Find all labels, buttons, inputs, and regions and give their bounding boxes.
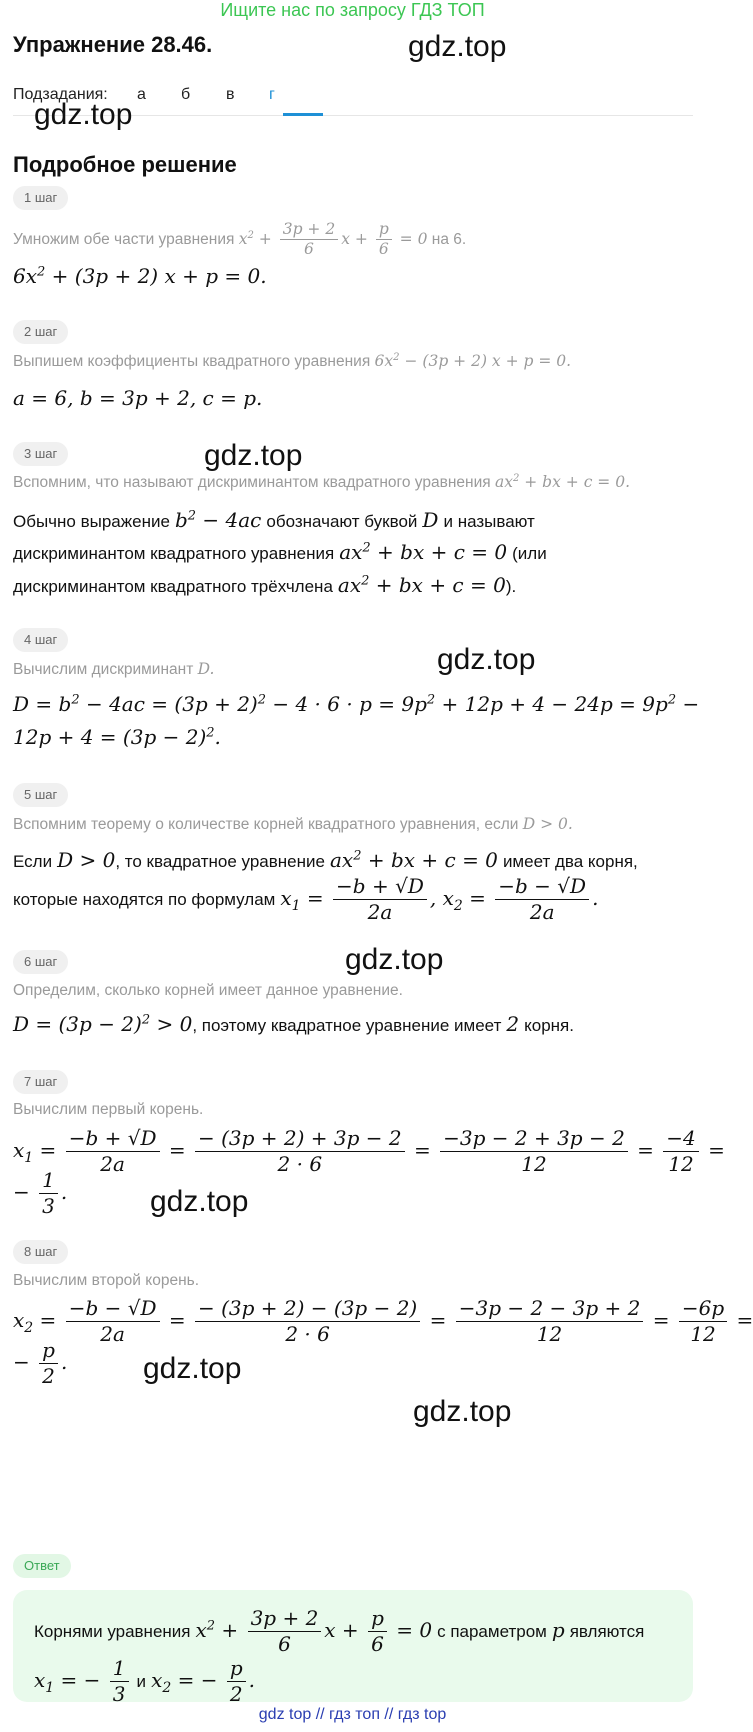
equation: a = 6, b = 3p + 2, c = p. (13, 386, 263, 410)
step-hint: Вспомним теорему о количестве корней квадратного уравнения, если D > 0. (13, 815, 573, 833)
watermark: gdz.top (437, 643, 536, 676)
step-badge: 1 шаг (13, 186, 68, 210)
equation: $D = b^2 - 4ac = (3p + 2)^2 - 4 \cdot 6 \cdot p = 9p^2 + 12p + 4 - 24p = 9p^2$ − (13, 692, 700, 716)
answer-line: $x_1$ = − $\frac{1}{3}$ и $x_2$ = − $\frac{p}{2}$ . (34, 1656, 256, 1706)
step-hint: Вычислим первый корень. (13, 1101, 204, 1118)
watermark: gdz.top (408, 30, 507, 63)
watermark: gdz.top (143, 1352, 242, 1385)
subtasks-label: Подзадания: (13, 86, 108, 103)
text-line: Обычно выражение $b^2 - 4ac$ обозначают буквой D и называют (13, 508, 535, 532)
equation: $x_1$ = $\frac{-b + √D}{2a}$ = $\frac{- (3p + 2) + 3p - 2}{2 \cdot 6}$ = $\frac{-3p - 2 + 3p - 2}{12}$ = $\frac{-4}{12}$ = (13, 1126, 725, 1176)
tab-a[interactable]: а (137, 86, 146, 103)
text-line: дискриминантом квадратного уравнения $ax^2$ + bx + c = 0 (или (13, 540, 547, 564)
watermark: gdz.top (150, 1185, 249, 1218)
step-badge: 4 шаг (13, 628, 68, 652)
tab-v[interactable]: в (226, 86, 235, 103)
page-title: Упражнение 28.46. (13, 32, 213, 57)
step-hint: Вычислим второй корень. (13, 1272, 200, 1289)
promo-banner: Ищите нас по запросу ГДЗ ТОП (220, 0, 485, 20)
step-hint: Выпишем коэффициенты квадратного уравнения $6x^2 - (3p + 2) x + p = 0$. (13, 352, 572, 371)
step-badge: 8 шаг (13, 1240, 68, 1264)
text-line: которые находятся по формулам $x_1$ = $\frac{-b + √D}{2a}$ , $x_2$ = $\frac{-b - √D}{2a}$ . (13, 874, 599, 924)
watermark: gdz.top (345, 943, 444, 976)
footer-links[interactable]: gdz top // гдз топ // гдз top (258, 1706, 447, 1723)
equation: − $\frac{p}{2}$ . (13, 1338, 68, 1388)
watermark: gdz.top (204, 439, 303, 472)
step-hint: Вспомним, что называют дискриминантом квадратного уравнения $ax^2$ + bx + c = 0. (13, 473, 631, 492)
step-badge: 2 шаг (13, 320, 68, 344)
step-badge: 3 шаг (13, 442, 68, 466)
equation: $6x^2 + (3p + 2) x + p = 0$. (13, 264, 267, 288)
step-badge: 7 шаг (13, 1070, 68, 1094)
text-line: $D = (3p - 2)^2 > 0$, поэтому квадратное уравнение имеет 2 корня. (13, 1012, 574, 1036)
step-hint: Определим, сколько корней имеет данное уравнение. (13, 982, 403, 999)
text-line: Если D > 0, то квадратное уравнение $ax^2$ + bx + c = 0 имеет два корня, (13, 848, 638, 872)
step-hint: Вычислим дискриминант D. (13, 660, 215, 678)
active-tab-indicator (283, 113, 323, 116)
step-badge: 5 шаг (13, 783, 68, 807)
section-title: Подробное решение (13, 152, 237, 177)
watermark: gdz.top (34, 98, 133, 131)
watermark: gdz.top (413, 1395, 512, 1428)
text-line: дискриминантом квадратного трёхчлена $ax^2$ + bx + c = 0). (13, 573, 517, 597)
step-badge: 6 шаг (13, 950, 68, 974)
tab-g[interactable]: г (269, 86, 275, 103)
tab-b[interactable]: б (181, 86, 191, 103)
equation: − $\frac{1}{3}$ . (13, 1168, 68, 1218)
answer-line: Корнями уравнения $x^2$ + $\frac{3p + 2}{6}$ x + $\frac{p}{6}$ = 0 с параметром p являются (34, 1606, 645, 1656)
equation: $12p + 4 = (3p - 2)^2$. (13, 725, 221, 749)
step-hint: Умножим обе части уравнения $x^2$ + $\frac{3p + 2}{6}$ x + $\frac{p}{6}$ = 0 на 6. (13, 220, 467, 259)
equation: $x_2$ = $\frac{-b - √D}{2a}$ = $\frac{- (3p + 2) - (3p - 2)}{2 \cdot 6}$ = $\frac{-3p - 2 - 3p + 2}{12}$ = $\frac{-6p}{12}$ = (13, 1296, 753, 1346)
answer-badge: Ответ (13, 1554, 71, 1578)
